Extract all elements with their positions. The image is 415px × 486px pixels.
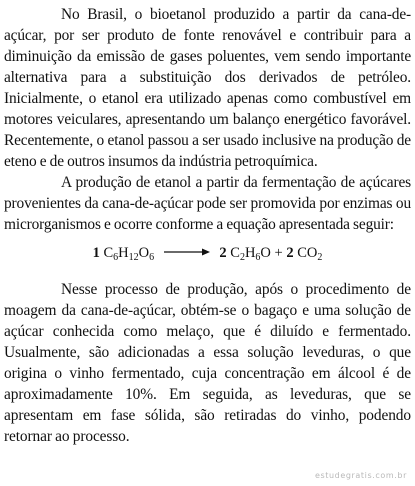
product1-formula: $C_2H_6O$: [230, 245, 271, 263]
reactant-coefficient: 1: [92, 245, 100, 261]
reaction-arrow-icon: [164, 247, 210, 257]
paragraph-fermentation: A produção de etanol a partir da fermentação de açúcares provenientes da cana-de-açúcar pode ser promovida por enzimas ou microrganismos e ocorre conforme a equação apresentada seguir:: [4, 174, 411, 233]
product2-coefficient: 2: [286, 245, 294, 261]
plus-sign: +: [274, 245, 283, 261]
watermark: estudegratis.com.br: [314, 471, 407, 480]
paragraph-process: Nesse processo de produção, após o procedimento de moagem da cana-de-açúcar, obtém-se o bagaço e uma solução de açúcar conhecida como melaço, que é diluído e fermentado. Usualmente, são adicionadas a essa solução leveduras, o que origina o vinho fermentado, cuja concentração em álcool é de aproximadamente 10%. Em seguida, as leveduras, que se apresentam em fase sólida, são retiradas do vinho, podendo retornar ao processo.: [4, 281, 411, 445]
paragraph-intro: No Brasil, o bioetanol produzido a partir da cana-de-açúcar, por ser produto de fonte renovável e contribuir para a diminuição da emissão de gases poluentes, vem sendo importante alternativa para a substituição dos derivados de petróleo. Inicialmente, o etanol era utilizado apenas como combustível em motores veiculares, apresentando um balanço energético favorável. Recentemente, o etanol passou a ser usado inclusive na produção de eteno e de outros insumos da indústria petroquímica.: [4, 6, 411, 170]
reactant-formula: $C_6H_{12}O_6$: [103, 245, 155, 263]
chemical-equation: [4, 243, 411, 269]
document-body: [4, 4, 411, 447]
product2-formula: $CO_2$: [297, 245, 323, 263]
product1-coefficient: 2: [219, 245, 227, 261]
